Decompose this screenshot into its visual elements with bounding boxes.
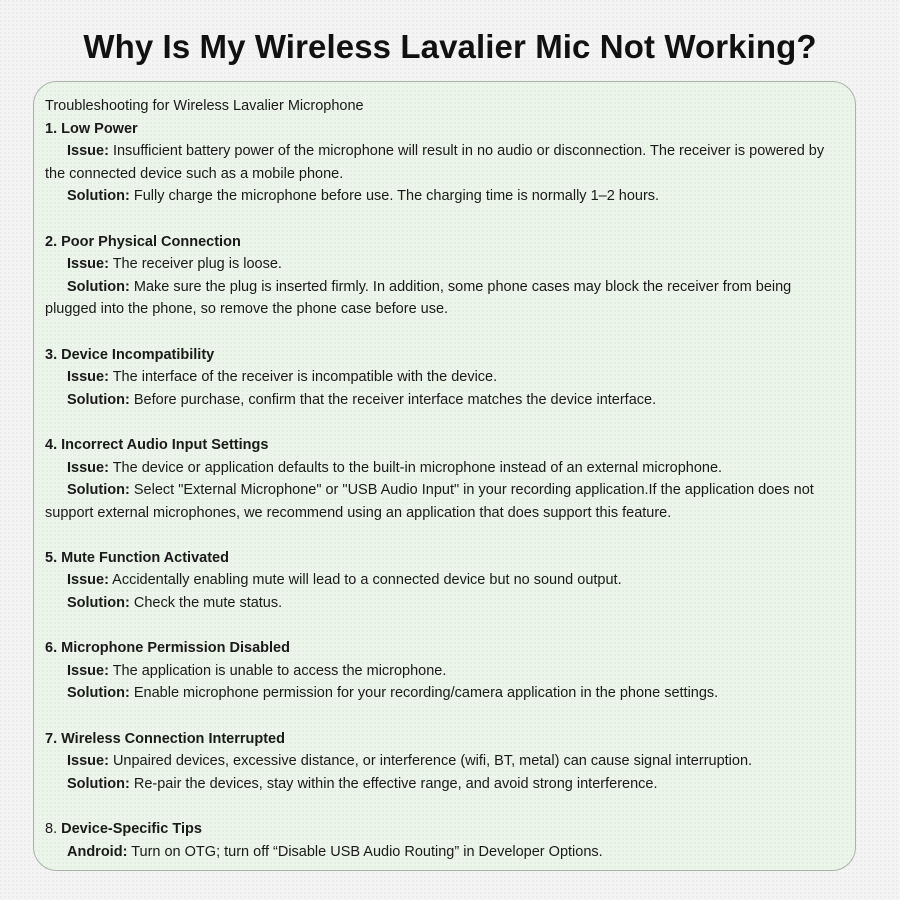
solution-line	[45, 276, 845, 321]
section-incorrect-audio-input	[45, 434, 845, 524]
section-number: 6.	[45, 640, 58, 657]
section-device-incompatibility	[45, 344, 845, 412]
section-number: 4.	[45, 436, 58, 453]
issue-text: The interface of the receiver is incompatible with the device.	[112, 369, 498, 386]
panel-heading: Troubleshooting for Wireless Lavalier Microphone	[45, 98, 364, 114]
section-title	[45, 118, 845, 141]
issue-line	[45, 569, 845, 592]
issue-label: Issue:	[67, 369, 109, 386]
section-title-text: Incorrect Audio Input Settings	[61, 436, 269, 453]
issue-text: Accidentally enabling mute will lead to a connected device but no sound output.	[112, 572, 622, 589]
section-title	[45, 434, 845, 457]
issue-label: Issue:	[67, 256, 109, 273]
solution-line	[45, 185, 845, 208]
solution-line	[45, 682, 845, 705]
solution-label: Solution:	[67, 391, 130, 408]
section-microphone-permission	[45, 637, 845, 705]
tip-label: Android:	[67, 843, 128, 860]
section-title-text: Microphone Permission Disabled	[61, 640, 290, 657]
section-title	[45, 547, 845, 570]
section-title-text: Low Power	[61, 120, 138, 137]
section-title-text: Wireless Connection Interrupted	[61, 730, 285, 747]
issue-line	[45, 140, 845, 185]
solution-line	[45, 592, 845, 615]
issue-line	[45, 457, 845, 480]
tip-line	[45, 841, 845, 864]
solution-label: Solution:	[67, 278, 130, 295]
issue-text: The device or application defaults to the built-in microphone instead of an external microphone.	[112, 459, 723, 476]
solution-text: Before purchase, confirm that the receiver interface matches the device interface.	[133, 391, 657, 408]
section-title	[45, 637, 845, 660]
solution-label: Solution:	[67, 482, 130, 499]
solution-text: Select "External Microphone" or "USB Audio Input" in your recording application.If the application does not support external microphones, we recommend using an application that does support this feature.	[45, 482, 814, 521]
solution-label: Solution:	[67, 685, 130, 702]
section-number: 3.	[45, 346, 58, 363]
section-device-specific-tips	[45, 818, 845, 863]
tip-text: Turn on OTG; turn off “Disable USB Audio Routing” in Developer Options.	[131, 843, 603, 860]
section-title-text: Device Incompatibility	[61, 346, 215, 363]
section-poor-physical-connection	[45, 231, 845, 321]
section-title-text: Poor Physical Connection	[61, 233, 241, 250]
page-title: Why Is My Wireless Lavalier Mic Not Working?	[83, 28, 817, 65]
section-title	[45, 818, 845, 841]
solution-text: Make sure the plug is inserted firmly. In addition, some phone cases may block the receiver from being plugged into the phone, so remove the phone case before use.	[45, 278, 792, 318]
section-number: 5.	[45, 549, 58, 566]
issue-text: The receiver plug is loose.	[112, 256, 282, 273]
solution-line	[45, 479, 845, 524]
solution-label: Solution:	[67, 188, 130, 205]
solution-line	[45, 389, 845, 412]
solution-text: Check the mute status.	[133, 595, 283, 612]
section-mute-function	[45, 547, 845, 615]
issue-text: Insufficient battery power of the microphone will result in no audio or disconnection. The receiver is powered by the connected device such as a mobile phone.	[45, 143, 825, 182]
section-low-power	[45, 118, 845, 208]
section-number: 2.	[45, 233, 58, 250]
issue-label: Issue:	[67, 753, 109, 770]
section-title	[45, 231, 845, 254]
solution-text: Re-pair the devices, stay within the effective range, and avoid strong interference.	[133, 775, 658, 792]
solution-text: Enable microphone permission for your recording/camera application in the phone settings.	[133, 685, 719, 702]
section-title-text: Device-Specific Tips	[61, 821, 202, 837]
solution-label: Solution:	[67, 595, 130, 612]
issue-label: Issue:	[67, 459, 109, 476]
issue-line	[45, 366, 845, 389]
section-title	[45, 344, 845, 367]
issue-line	[45, 750, 845, 773]
issue-line	[45, 253, 845, 276]
solution-label: Solution:	[67, 775, 130, 792]
issue-text: Unpaired devices, excessive distance, or interference (wifi, BT, metal) can cause signal interruption.	[112, 753, 753, 770]
solution-text: Fully charge the microphone before use. The charging time is normally 1–2 hours.	[133, 188, 660, 205]
issue-text: The application is unable to access the microphone.	[112, 662, 447, 679]
troubleshooting-panel	[33, 81, 856, 871]
section-title	[45, 728, 845, 751]
section-number: 7.	[45, 730, 58, 747]
issue-label: Issue:	[67, 143, 109, 160]
issue-label: Issue:	[67, 572, 109, 589]
solution-line	[45, 773, 845, 796]
section-number: 1.	[45, 120, 58, 137]
section-number: 8.	[45, 821, 58, 837]
section-wireless-connection	[45, 728, 845, 796]
issue-line	[45, 660, 845, 683]
issue-label: Issue:	[67, 662, 109, 679]
section-title-text: Mute Function Activated	[61, 549, 229, 566]
